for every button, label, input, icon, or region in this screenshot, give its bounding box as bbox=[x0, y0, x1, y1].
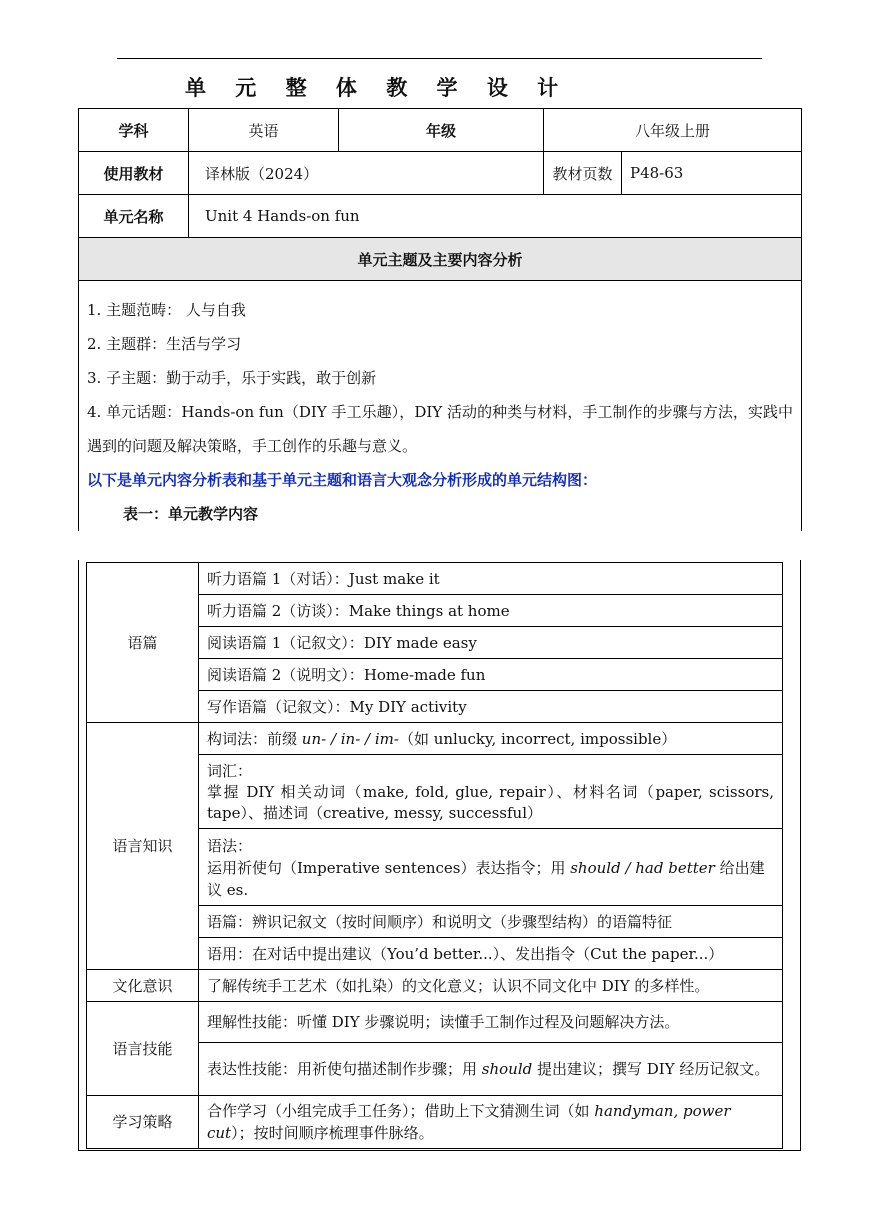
text-row: 听力语篇 2（访谈）：Make things at home bbox=[199, 595, 783, 627]
grammar: 语法： 运用祈使句（Imperative sentences）表达指令；用 should / had better 给出建议 es. bbox=[199, 829, 783, 906]
discourse: 语篇：辨识记叙文（按时间顺序）和说明文（步骤型结构）的语篇特征 bbox=[199, 906, 783, 938]
category-texts: 语篇 bbox=[87, 563, 199, 723]
teaching-content-table bbox=[86, 562, 783, 1149]
culture: 了解传统手工艺术（如扎染）的文化意义；认识不同文化中 DIY 的多样性。 bbox=[199, 970, 783, 1002]
productive-skill: 表达性技能：用祈使句描述制作步骤；用 should 提出建议；撰写 DIY 经历记叙文。 bbox=[199, 1043, 783, 1096]
text-row: 阅读语篇 2（说明文）：Home-made fun bbox=[199, 659, 783, 691]
category-culture: 文化意识 bbox=[87, 970, 199, 1002]
analysis-item: 3. 子主题：勤于动手，乐于实践，敢于创新 bbox=[87, 369, 377, 387]
category-knowledge: 语言知识 bbox=[87, 723, 199, 970]
text-row: 听力语篇 1（对话）：Just make it bbox=[199, 563, 783, 595]
unit-value: Unit 4 Hands-on fun bbox=[189, 195, 802, 238]
analysis-item: 4. 单元话题：Hands-on fun（DIY 手工乐趣），DIY 活动的种类与材料，手工制作的步骤与方法，实践中遇到的问题及解决策略，手工创作的乐趣与意义。 bbox=[87, 403, 794, 455]
category-strategy: 学习策略 bbox=[87, 1096, 199, 1149]
unit-info-table bbox=[78, 108, 802, 531]
text-row: 阅读语篇 1（记叙文）：DIY made easy bbox=[199, 627, 783, 659]
subject-label: 学科 bbox=[79, 109, 189, 152]
unit-label: 单元名称 bbox=[79, 195, 189, 238]
grade-label: 年级 bbox=[339, 109, 544, 152]
header-rule bbox=[117, 58, 762, 59]
textbook-value: 译林版（2024） bbox=[189, 152, 544, 195]
pages-value: P48-63 bbox=[622, 152, 802, 195]
analysis-header: 单元主题及主要内容分析 bbox=[79, 238, 802, 281]
strategy: 合作学习（小组完成手工任务）；借助上下文猜测生词（如 handyman, power cut）；按时间顺序梳理事件脉络。 bbox=[199, 1096, 783, 1149]
analysis-item: 2. 主题群：生活与学习 bbox=[87, 335, 242, 353]
pragmatics: 语用：在对话中提出建议（You’d better...）、发出指令（Cut the paper...） bbox=[199, 938, 783, 970]
category-skills: 语言技能 bbox=[87, 1002, 199, 1096]
document-title: 单 元 整 体 教 学 设 计 bbox=[185, 75, 570, 100]
subject-value: 英语 bbox=[189, 109, 339, 152]
textbook-label: 使用教材 bbox=[79, 152, 189, 195]
vocabulary: 词汇： 掌握 DIY 相关动词（make, fold, glue, repair）、材料名词（paper, scissors, tape）、描述词（creative, messy, successful） bbox=[199, 755, 783, 829]
analysis-body bbox=[79, 281, 802, 532]
pages-label: 教材页数 bbox=[544, 152, 622, 195]
analysis-item: 1. 主题范畴： 人与自我 bbox=[87, 301, 246, 319]
table-caption: 表一：单元教学内容 bbox=[123, 505, 259, 523]
word-formation: 构词法：前缀 un- / in- / im-（如 unlucky, incorrect, impossible） bbox=[199, 723, 783, 755]
blue-note: 以下是单元内容分析表和基于单元主题和语言大观念分析形成的单元结构图： bbox=[87, 471, 598, 489]
grade-value: 八年级上册 bbox=[544, 109, 802, 152]
text-row: 写作语篇（记叙文）：My DIY activity bbox=[199, 691, 783, 723]
receptive-skill: 理解性技能：听懂 DIY 步骤说明；读懂手工制作过程及问题解决方法。 bbox=[199, 1002, 783, 1043]
